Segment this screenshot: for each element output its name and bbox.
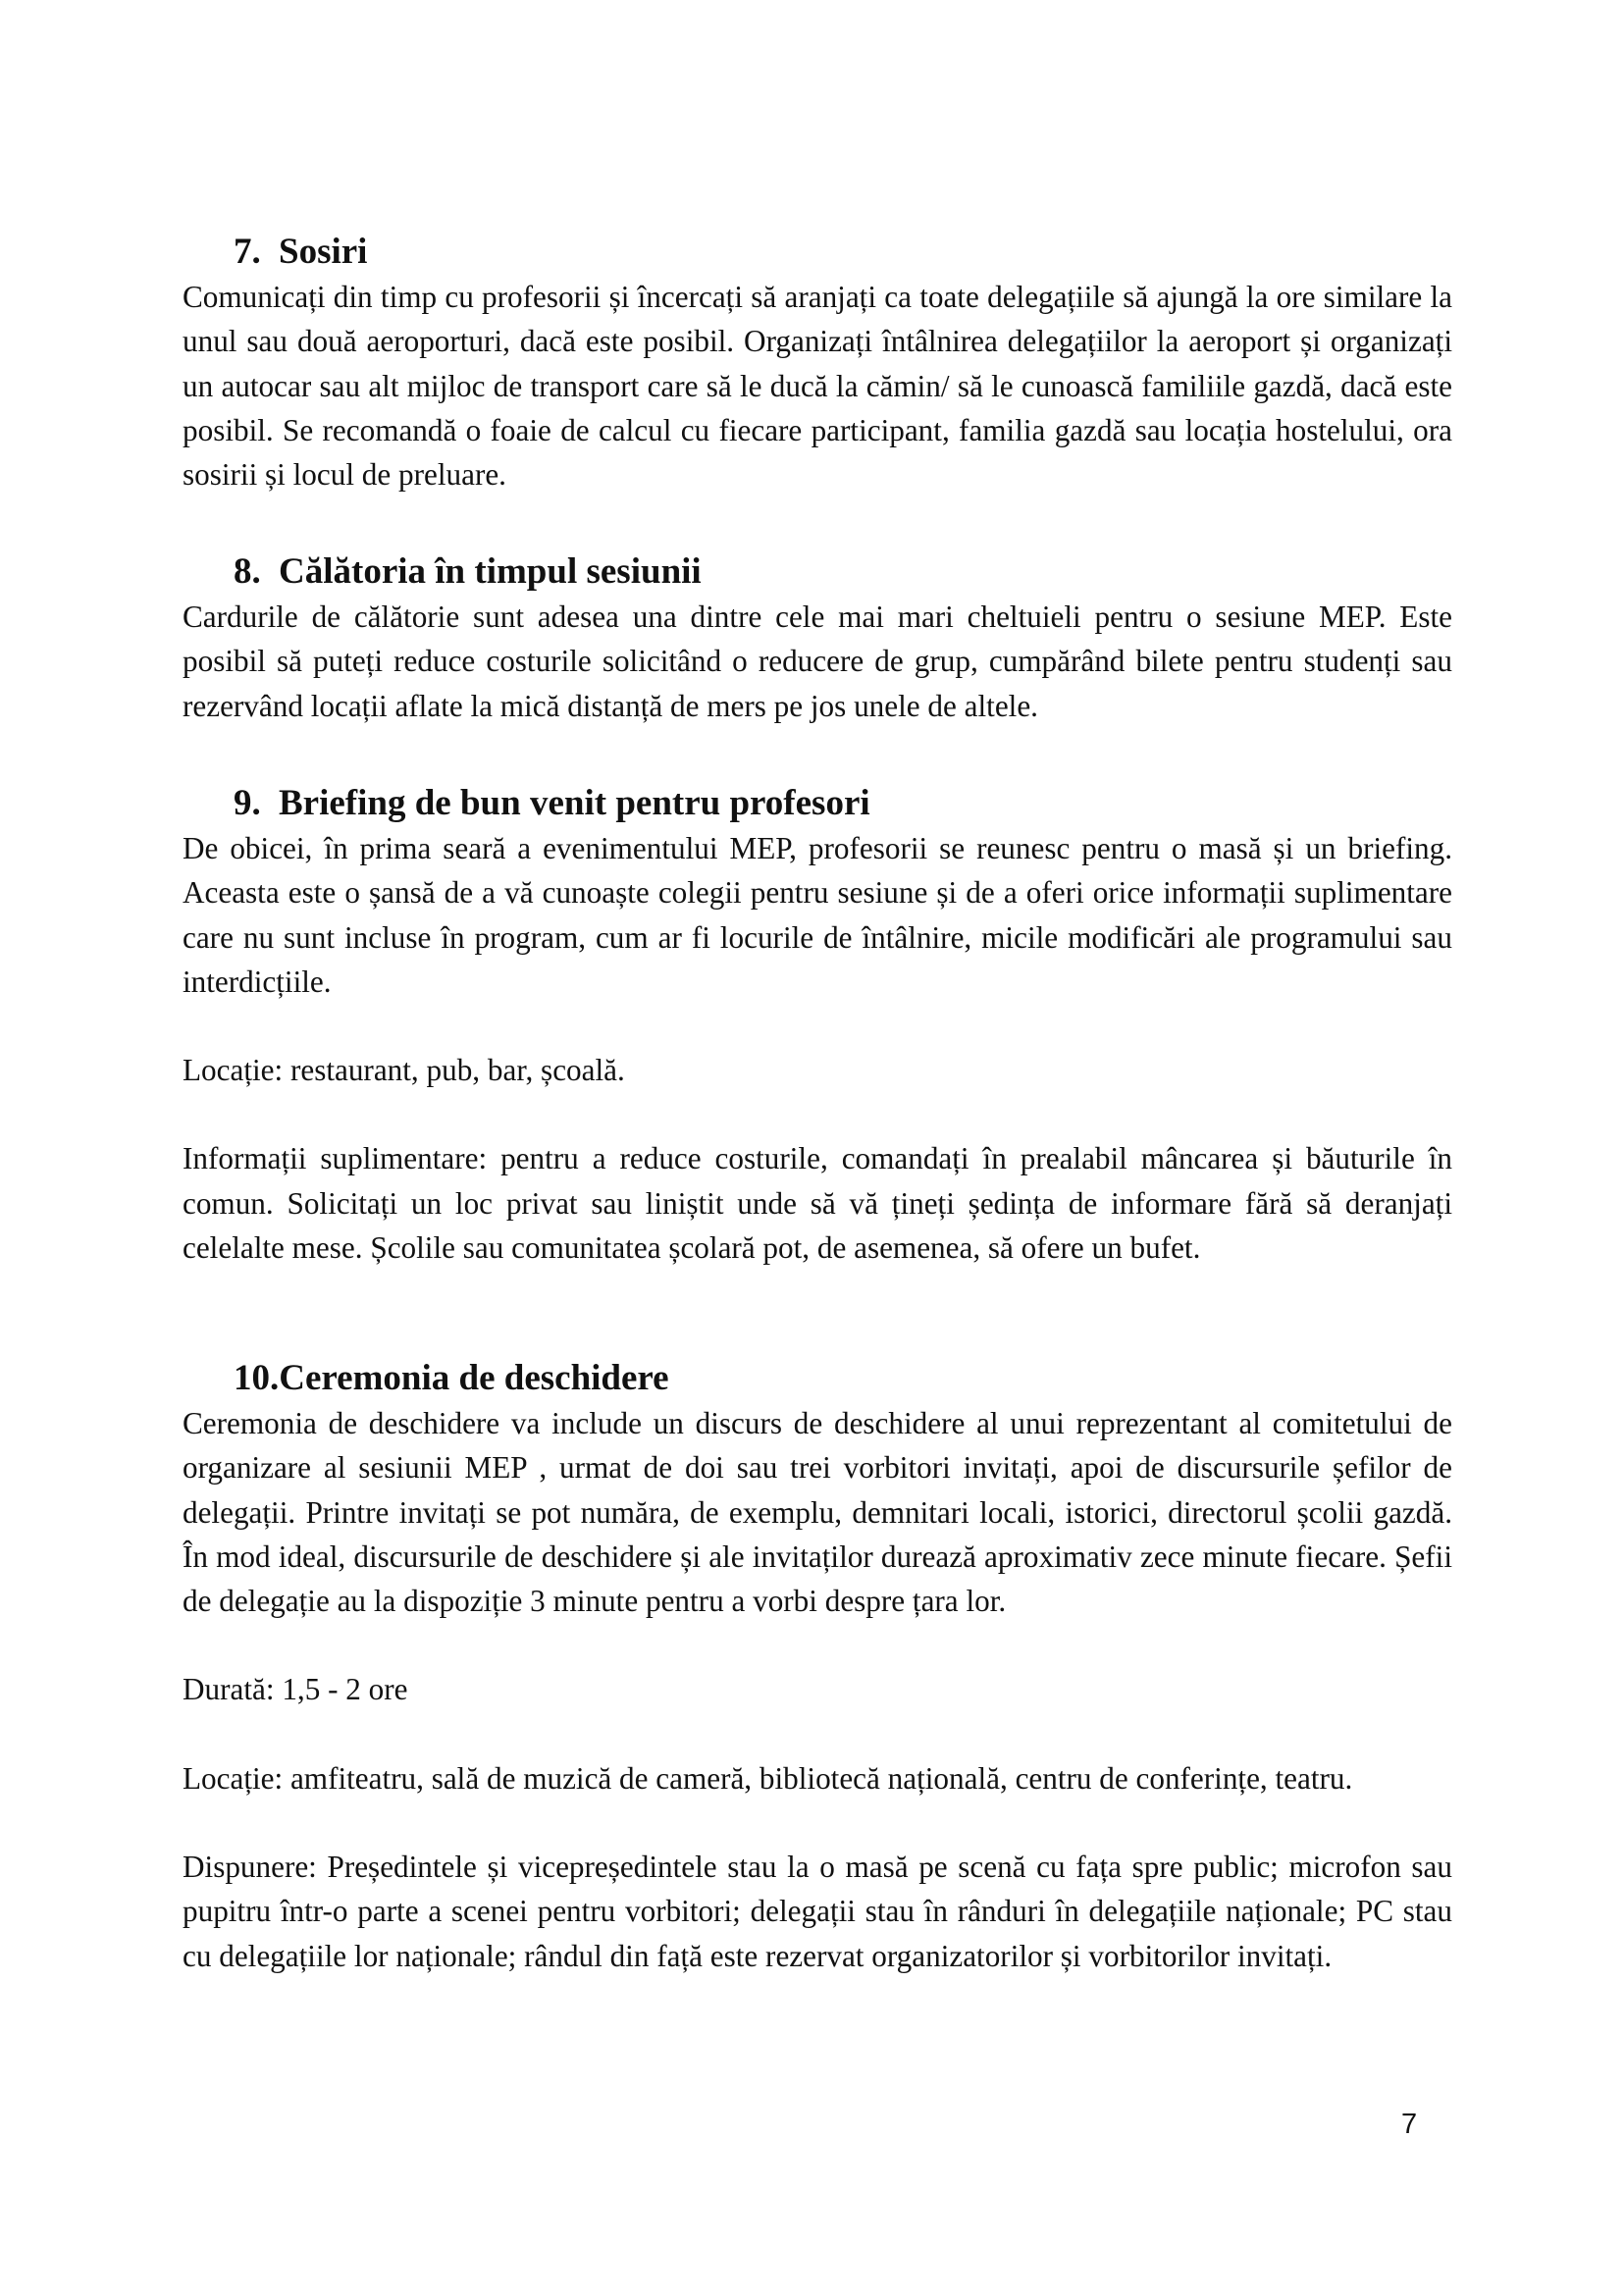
section-number: 10. <box>234 1358 280 1398</box>
paragraph: De obicei, în prima seară a evenimentului MEP, profesorii se reunesc pentru o masă și un briefing. Aceasta este o șansă de a vă cunoaște colegii pentru sesiune și de a oferi orice informații suplimentare care nu sunt incluse în program, cum ar fi locurile de întâlnire, micile modificări ale programului sau interdicțiile. <box>183 831 1452 999</box>
section-calatoria <box>183 549 1452 728</box>
section-sosiri <box>183 230 1452 496</box>
section-title: Briefing de bun venit pentru profesori <box>279 783 870 823</box>
paragraph: Dispunere: Președintele și vicepreședintele stau la o masă pe scenă cu fața spre public; microfon sau pupitru într-o parte a scenei pentru vorbitori; delegații stau în rânduri în delegațiile naționale; PC stau cu delegațiile lor naționale; rândul din față este rezervat organizatorilor și vorbitorilor invitați. <box>183 1850 1452 1973</box>
section-number: 9. <box>234 783 261 823</box>
page-number: 7 <box>1401 2109 1418 2140</box>
section-heading <box>183 1356 1452 1401</box>
section-title: Sosiri <box>279 232 368 272</box>
paragraph: Informații suplimentare: pentru a reduce costurile, comandați în prealabil mâncarea și băuturile în comun. Solicitați un loc privat sau liniștit unde să vă țineți ședința de informare fără să deranjați celelalte mese. Școlile sau comunitatea școlară pot, de asemenea, să ofere un bufet. <box>183 1141 1452 1266</box>
section-briefing <box>183 781 1452 1270</box>
section-number: 8. <box>234 551 261 592</box>
paragraph: Locație: amfiteatru, sală de muzică de cameră, bibliotecă națională, centru de conferințe, teatru. <box>183 1760 1353 1796</box>
paragraph: Ceremonia de deschidere va include un discurs de deschidere al unui reprezentant al comitetului de organizare al sesiunii MEP , urmat de doi sau trei vorbitori invitați, apoi de discursurile șefilor de delegații. Printre invitați se pot număra, de exemplu, demnitari locali, istorici, directorul școlii gazdă. În mod ideal, discursurile de deschidere și ale invitaților durează aproximativ zece minute fiecare. Șefii de delegație au la dispoziție 3 minute pentru a vorbi despre țara lor. <box>183 1406 1452 1619</box>
section-number: 7. <box>234 232 261 272</box>
paragraph: Locație: restaurant, pub, bar, școală. <box>183 1053 625 1088</box>
section-heading <box>183 230 1452 275</box>
section-title: Călătoria în timpul sesiunii <box>279 551 702 592</box>
paragraph: Durată: 1,5 - 2 ore <box>183 1672 408 1707</box>
section-heading <box>183 781 1452 826</box>
section-heading <box>183 549 1452 595</box>
section-title: Ceremonia de deschidere <box>279 1358 669 1398</box>
paragraph: Cardurile de călătorie sunt adesea una dintre cele mai mari cheltuieli pentru o sesiune MEP. Este posibil să puteți reduce costurile solicitând o reducere de grup, cumpărând bilete pentru studenți sau rezervând locații aflate la mică distanță de mers pe jos unele de altele. <box>183 600 1452 723</box>
paragraph: Comunicați din timp cu profesorii și încercați să aranjați ca toate delegațiile să ajungă la ore similare la unul sau două aeroporturi, dacă este posibil. Organizați întâlnirea delegațiilor la aeroport și organizați un autocar sau alt mijloc de transport care să le ducă la cămin/ să le cunoască familiile gazdă, dacă este posibil. Se recomandă o foaie de calcul cu fiecare participant, familia gazdă sau locația hostelului, ora sosirii și locul de preluare. <box>183 280 1452 493</box>
section-ceremonia <box>183 1356 1452 1978</box>
